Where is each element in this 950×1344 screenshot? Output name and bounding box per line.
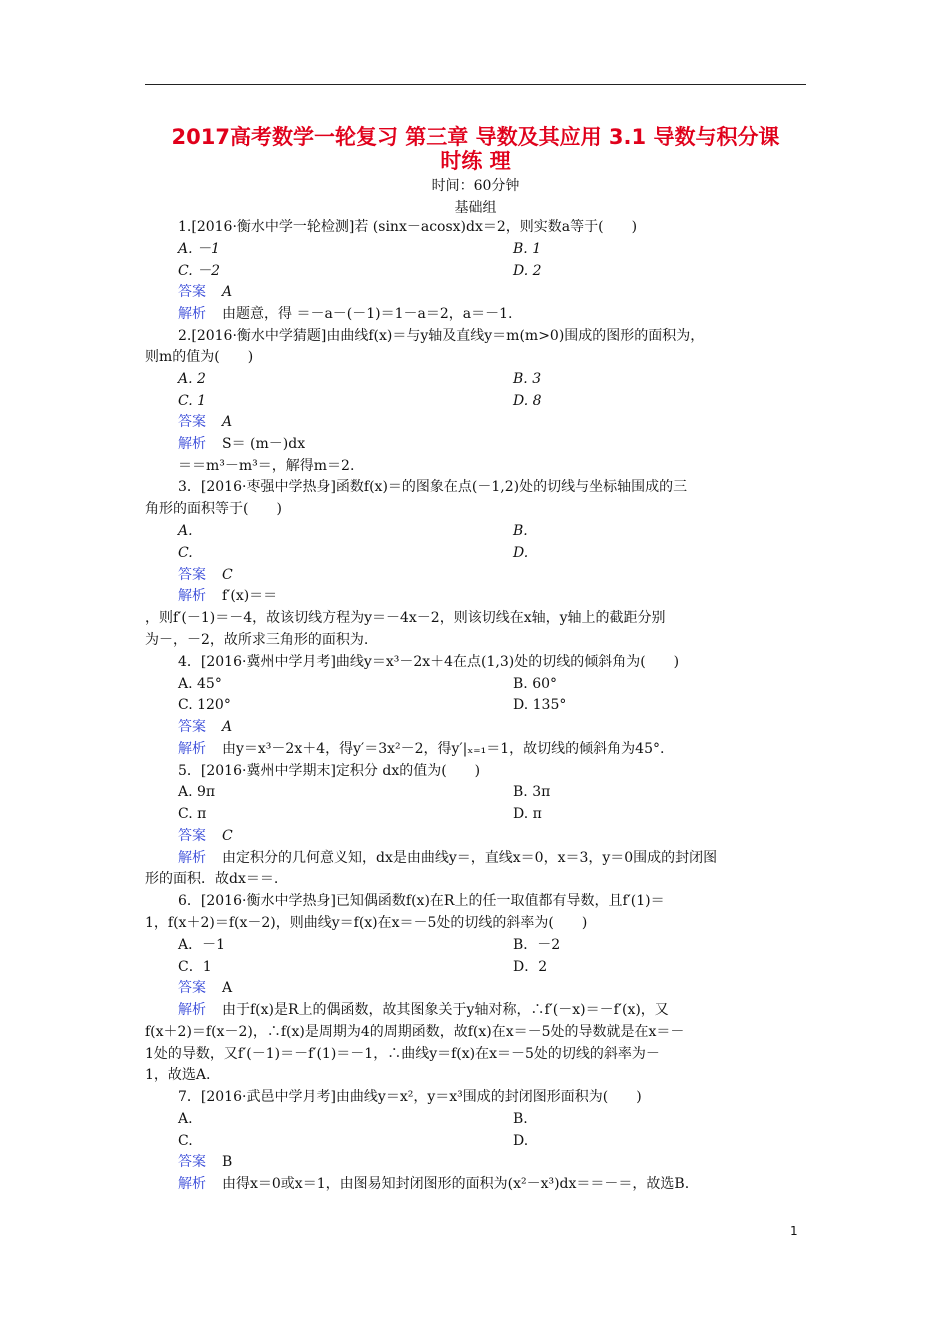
- q7-option-b: B.: [513, 1111, 528, 1127]
- q3-analysis-line: [178, 587, 277, 605]
- q7-stem: 7．[2016·武邑中学月考]由曲线y＝x²，y＝x³围成的封闭图形面积为( ): [178, 1089, 642, 1105]
- q1-analysis-line: [178, 305, 513, 323]
- q3-answer: C: [222, 567, 233, 583]
- q7-option-d: D.: [513, 1133, 529, 1149]
- q2-analysis: S＝ (m－)dx: [222, 436, 306, 452]
- q6-analysis: 由于f(x)是R上的偶函数，故其图象关于y轴对称，∴f′(－x)＝－f′(x)，又: [222, 1002, 669, 1018]
- analysis-label: 解析: [178, 1002, 206, 1018]
- q5-answer: C: [222, 828, 233, 844]
- q7-option-c: C.: [178, 1133, 193, 1149]
- q7-option-a: A.: [178, 1111, 193, 1127]
- document-title-line2: 时练 理: [440, 149, 511, 173]
- q6-analysis-cont: f(x＋2)＝f(x－2)，∴f(x)是周期为4的周期函数，故f(x)在x＝－5处的导数就是在x＝－: [145, 1024, 685, 1040]
- q1-option-c: C. －2: [178, 263, 221, 279]
- q7-answer-line: [178, 1153, 232, 1171]
- q6-option-c: C．1: [178, 959, 212, 975]
- q2-option-c: C. 1: [178, 393, 207, 409]
- q2-option-d: D. 8: [513, 393, 542, 409]
- q4-analysis: 由y＝x³－2x＋4，得y′＝3x²－2，得y′|ₓ₌₁＝1，故切线的倾斜角为45°.: [222, 741, 665, 757]
- answer-label: 答案: [178, 980, 206, 996]
- q6-answer-line: [178, 979, 232, 997]
- q5-analysis-line: [178, 849, 717, 867]
- q2-answer-line: [178, 413, 232, 431]
- analysis-label: 解析: [178, 306, 206, 322]
- q4-analysis-line: [178, 740, 664, 758]
- q1-answer-line: [178, 283, 232, 301]
- header-rule: [145, 84, 806, 85]
- q7-analysis-line: [178, 1175, 689, 1193]
- q7-answer: B: [222, 1154, 233, 1170]
- q4-option-b: B. 60°: [513, 676, 558, 692]
- q1-option-b: B. 1: [513, 241, 542, 257]
- q4-option-c: C. 120°: [178, 697, 231, 713]
- q3-option-a: A.: [178, 523, 193, 539]
- answer-label: 答案: [178, 719, 206, 735]
- q4-stem: 4．[2016·冀州中学月考]曲线y＝x³－2x＋4在点(1,3)处的切线的倾斜角为( ): [178, 654, 680, 670]
- q5-analysis: 由定积分的几何意义知，dx是由曲线y＝，直线x＝0，x＝3，y＝0围成的封闭图: [222, 850, 718, 866]
- q6-answer: A: [222, 980, 233, 996]
- q2-analysis-cont: ＝＝m³－m³＝，解得m＝2.: [178, 458, 355, 474]
- answer-label: 答案: [178, 828, 206, 844]
- q3-analysis-cont2: 为－，－2，故所求三角形的面积为.: [145, 632, 369, 648]
- document-title: 2017高考数学一轮复习 第三章 导数及其应用 3.1 导数与积分课: [171, 125, 780, 149]
- q3-stem-cont: 角形的面积等于( ): [145, 501, 282, 517]
- q4-option-d: D. 135°: [513, 697, 567, 713]
- q5-option-c: C. π: [178, 806, 207, 822]
- q5-option-a: A. 9π: [178, 784, 216, 800]
- answer-label: 答案: [178, 284, 206, 300]
- q1-stem: 1.[2016·衡水中学一轮检测]若 (sinx－acosx)dx＝2，则实数a等于( ): [178, 219, 638, 235]
- q3-answer-line: [178, 566, 233, 584]
- q3-analysis: f′(x)＝＝: [222, 588, 278, 604]
- q2-option-a: A. 2: [178, 371, 206, 387]
- analysis-label: 解析: [178, 588, 206, 604]
- q1-option-d: D. 2: [513, 263, 542, 279]
- page-number: 1: [790, 1224, 798, 1238]
- q5-option-d: D. π: [513, 806, 542, 822]
- answer-label: 答案: [178, 1154, 206, 1170]
- q5-option-b: B. 3π: [513, 784, 551, 800]
- q3-stem: 3．[2016·枣强中学热身]函数f(x)＝的图象在点(－1,2)处的切线与坐标轴围成的三: [178, 479, 688, 495]
- q2-analysis-line: [178, 435, 305, 453]
- analysis-label: 解析: [178, 1176, 206, 1192]
- q3-option-d: D.: [513, 545, 529, 561]
- q6-option-d: D．2: [513, 959, 548, 975]
- q5-stem: 5．[2016·冀州中学期末]定积分 dx的值为( ): [178, 763, 481, 779]
- q2-answer: A: [222, 414, 233, 430]
- group-heading: 基础组: [454, 200, 497, 216]
- q6-option-b: B．－2: [513, 937, 561, 953]
- q4-answer: A: [222, 719, 233, 735]
- q2-stem: 2.[2016·衡水中学猜题]由曲线f(x)＝与y轴及直线y＝m(m>0)围成的图形的面积为，: [178, 328, 705, 344]
- q4-option-a: A. 45°: [178, 676, 222, 692]
- q1-answer: A: [222, 284, 233, 300]
- analysis-label: 解析: [178, 741, 206, 757]
- analysis-label: 解析: [178, 850, 206, 866]
- q6-analysis-cont3: 1，故选A.: [145, 1067, 211, 1083]
- q3-analysis-cont: ，则f′(－1)＝－4，故该切线方程为y＝－4x－2，则该切线在x轴，y轴上的截距分别: [145, 610, 666, 626]
- q1-analysis: 由题意，得 ＝－a－(－1)＝1－a＝2，a＝－1.: [222, 306, 513, 322]
- q4-answer-line: [178, 718, 232, 736]
- q3-option-c: C.: [178, 545, 193, 561]
- q5-answer-line: [178, 827, 233, 845]
- q6-option-a: A．－1: [178, 937, 226, 953]
- q7-analysis: 由得x＝0或x＝1，由图易知封闭图形的面积为(x²－x³)dx＝＝－＝，故选B.: [222, 1176, 690, 1192]
- q3-option-b: B.: [513, 523, 528, 539]
- q6-analysis-cont2: 1处的导数，又f′(－1)＝－f′(1)＝－1，∴曲线y＝f(x)在x＝－5处的切线的斜率为－: [145, 1046, 660, 1062]
- q2-option-b: B. 3: [513, 371, 542, 387]
- q5-analysis-cont: 形的面积．故dx＝＝.: [145, 871, 279, 887]
- q2-stem-cont: 则m的值为( ): [145, 349, 254, 365]
- time-limit: 时间：60分钟: [431, 178, 520, 194]
- q6-stem-cont: 1，f(x＋2)＝f(x－2)，则曲线y＝f(x)在x＝－5处的切线的斜率为( ): [145, 915, 588, 931]
- q6-analysis-line: [178, 1001, 669, 1019]
- answer-label: 答案: [178, 567, 206, 583]
- q1-option-a: A. －1: [178, 241, 220, 257]
- analysis-label: 解析: [178, 436, 206, 452]
- answer-label: 答案: [178, 414, 206, 430]
- q6-stem: 6．[2016·衡水中学热身]已知偶函数f(x)在R上的任一取值都有导数，且f′(1)＝: [178, 893, 665, 909]
